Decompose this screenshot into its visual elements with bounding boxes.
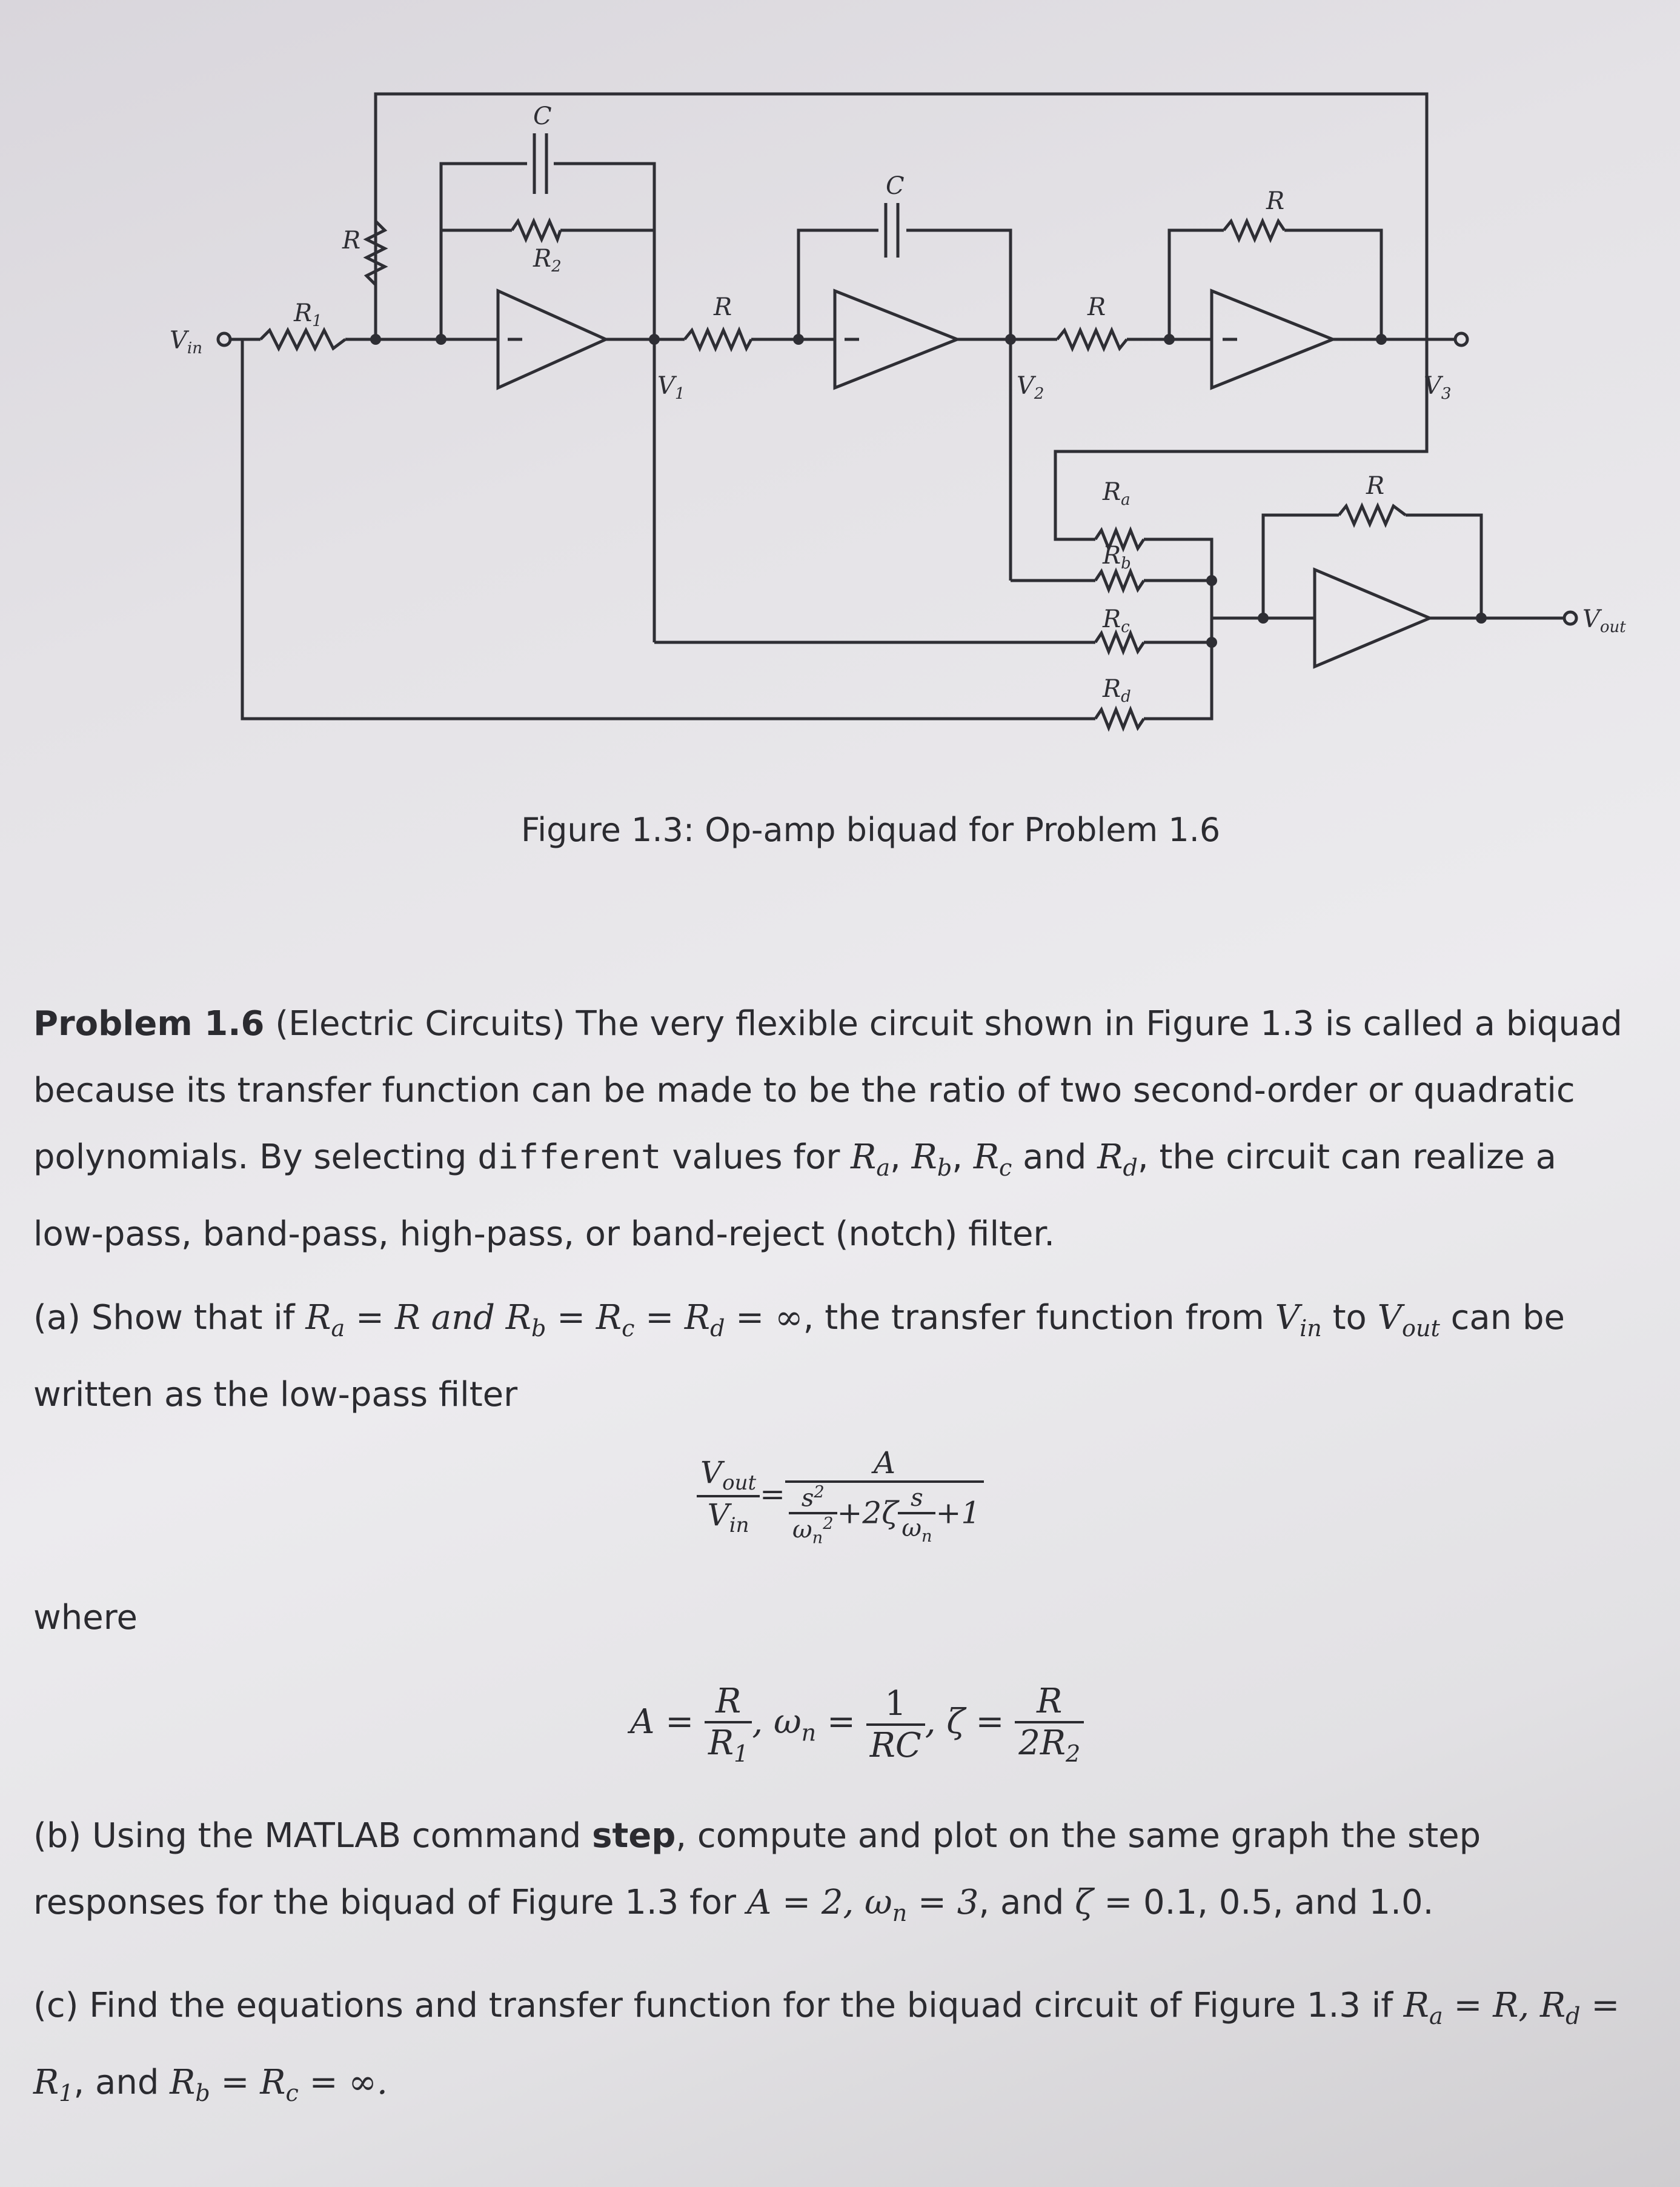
label-r2: $R_2$ (533, 245, 562, 276)
where-label: where (33, 1598, 138, 1637)
figure-labels (170, 102, 1626, 706)
part-b: (b) Using the MATLAB command step, compute and plot on the same graph the step responses for the biquad of Figure 1.3 for A = 2, $\omega_n = 3$, and ζ = 0.1, 0.5, and 1.0. (33, 1816, 1481, 1927)
label-rb: $R_b$ (1103, 542, 1131, 573)
label-r1: $R_1$ (294, 299, 322, 330)
label-r-fb: R (342, 227, 361, 255)
problem-heading: Problem 1.6 (33, 1004, 265, 1044)
label-vin: $V_{in}$ (170, 327, 202, 358)
figure-caption: Figure 1.3: Op-amp biquad for Problem 1.6 (521, 811, 1221, 849)
label-r-fb4: R (1366, 472, 1385, 500)
circuit-figure (0, 0, 1680, 776)
label-r-fb3: R (1266, 187, 1285, 215)
word-different: different (477, 1137, 662, 1177)
label-c2: C (886, 172, 905, 200)
label-ra: $R_a$ (1103, 478, 1131, 509)
label-c1: C (533, 102, 552, 130)
label-v3: $V_3$ (1424, 372, 1452, 403)
capacitors (534, 133, 898, 258)
part-a: (a) Show that if $R_a = R$ and $R_b = R_c = R_d$ = ∞, the transfer function from $V_{in}$ to $V_{out}$ can be written as the low-pass filter (33, 1298, 1565, 1415)
resistors (261, 94, 1406, 728)
transfer-function: $\frac{V_{out}}{V_{in}}$ = A $\frac{s^2}{\omega_n^2}$ +2ζ $\frac{s}{\omega_n}$ +1 (697, 1445, 984, 1548)
label-v1: $V_1$ (657, 372, 685, 403)
label-r-12: R (714, 293, 732, 321)
label-vout: $V_{out}$ (1582, 605, 1626, 636)
part-c: (c) Find the equations and transfer function for the biquad circuit of Figure 1.3 if $R_a = R$, $R_d = R_1$, and $R_b = R_c$ = ∞. (33, 1986, 1620, 2107)
matlab-step-command: step (592, 1816, 676, 1856)
label-v2: $V_2$ (1017, 372, 1044, 403)
op-amps (498, 291, 1430, 667)
label-r-23: R (1087, 293, 1106, 321)
parameter-definitions: A = $\frac{R}{R_1}$ , $\omega_n$ = $\frac{1}{RC}$ , ζ = $\frac{R}{2R_2}$ (630, 1682, 1084, 1767)
problem-intro: Problem 1.6 (Electric Circuits) The very flexible circuit shown in Figure 1.3 is called a biquad because its transfer function can be made to be the ratio of two second-order or quadratic polynomials. By selecting different values for $R_a$, $R_b$, $R_c$ and $R_d$, the circuit can realize a low-pass, band-pass, high-pass, or band-reject (notch) filter. (33, 1004, 1622, 1254)
junctions (370, 334, 1487, 648)
label-rc: $R_c$ (1103, 605, 1130, 636)
label-rd: $R_d$ (1103, 675, 1131, 706)
